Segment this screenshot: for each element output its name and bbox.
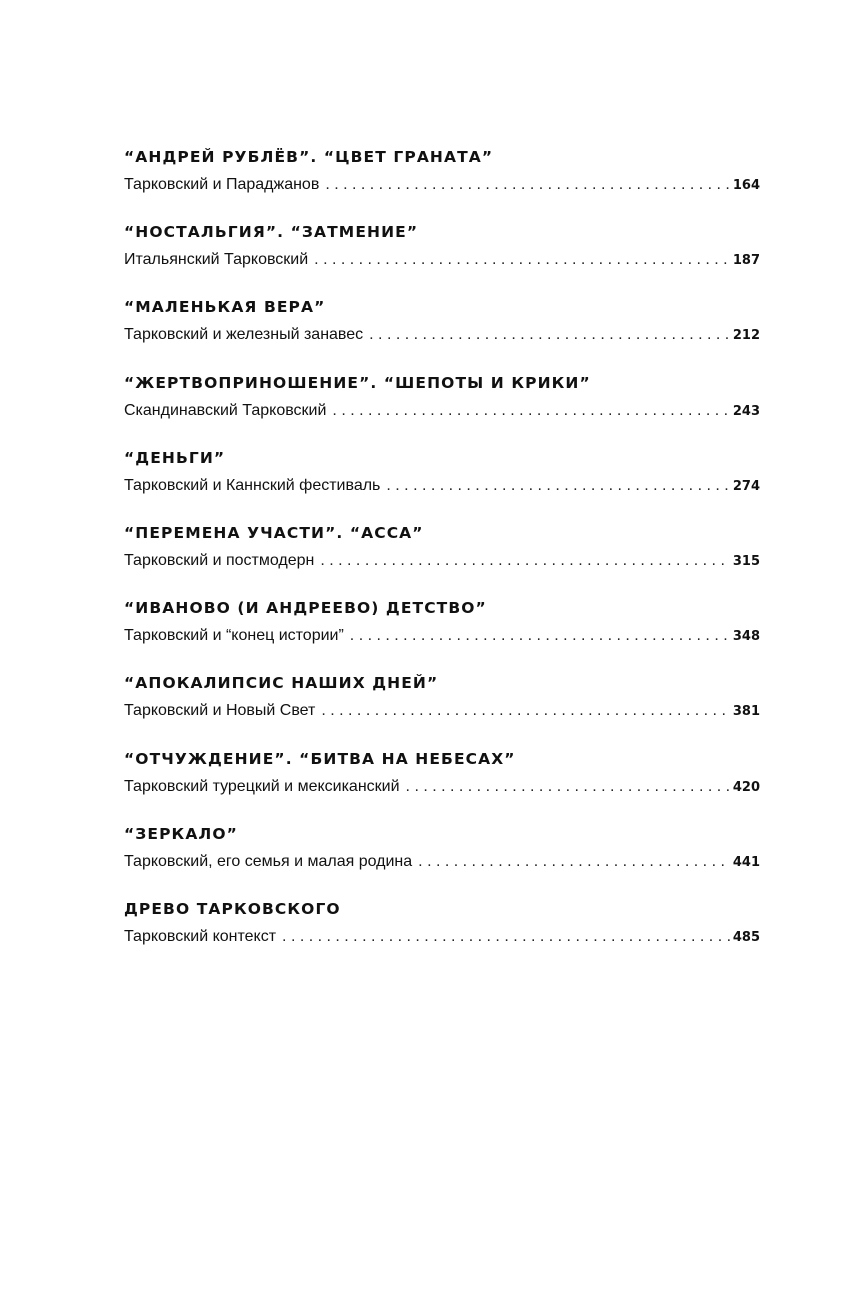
- toc-entry-line: [124, 473, 760, 499]
- toc-entry-subtitle: Тарковский, его семья и малая родина: [124, 852, 413, 870]
- toc-page-number: 381: [732, 704, 760, 720]
- toc-entry[interactable]: [124, 297, 760, 372]
- dot-leader: [332, 398, 729, 424]
- toc-entry-subtitle: Тарковский и “конец истории”: [124, 627, 344, 645]
- toc-entry-line: [124, 774, 760, 800]
- toc-page-number: 348: [732, 629, 760, 645]
- toc-entry-subtitle: Тарковский и Каннский фестиваль: [124, 476, 381, 494]
- toc-entry-title: “ИВАНОВО (И АНДРЕЕВО) ДЕТСТВО”: [124, 599, 487, 618]
- toc-entry-title: “ПЕРЕМЕНА УЧАСТИ”. “АССА”: [124, 523, 424, 542]
- toc-entry[interactable]: [124, 147, 760, 222]
- toc-page-number: 420: [732, 779, 760, 795]
- dot-leader: [314, 247, 730, 273]
- dot-leader: [320, 548, 730, 574]
- toc-entry[interactable]: [124, 824, 760, 899]
- toc-entry-line: [124, 548, 760, 574]
- dot-leader: [386, 473, 729, 499]
- toc-entry-subtitle: Тарковский и Новый Свет: [124, 702, 316, 720]
- toc-entry-line: [124, 698, 760, 724]
- toc-entry-title: “ОТЧУЖДЕНИЕ”. “БИТВА НА НЕБЕСАХ”: [124, 749, 516, 768]
- toc-entry-subtitle: Тарковский и постмодерн: [124, 551, 315, 569]
- toc-page-number: 441: [732, 854, 760, 870]
- toc-entry-line: [124, 398, 760, 424]
- toc-entry-title: “НОСТАЛЬГИЯ”. “ЗАТМЕНИЕ”: [124, 223, 419, 242]
- toc-page-number: 315: [732, 553, 760, 569]
- toc-entry-title: “АПОКАЛИПСИС НАШИХ ДНЕЙ”: [124, 674, 439, 693]
- toc-page-number: 243: [732, 403, 760, 419]
- dot-leader: [321, 698, 730, 724]
- toc-entry[interactable]: [124, 523, 760, 598]
- toc-page-number: 485: [732, 929, 760, 945]
- toc-entry[interactable]: [124, 373, 760, 448]
- dot-leader: [282, 924, 730, 950]
- toc-entry-subtitle: Тарковский турецкий и мексиканский: [124, 777, 400, 795]
- toc-page-number: 212: [732, 328, 760, 344]
- dot-leader: [418, 849, 730, 875]
- toc-page-number: 187: [732, 253, 760, 269]
- toc-entry-line: [124, 924, 760, 950]
- dot-leader: [406, 774, 730, 800]
- dot-leader: [369, 322, 730, 348]
- toc-entry-title: “ЖЕРТВОПРИНОШЕНИЕ”. “ШЕПОТЫ И КРИКИ”: [124, 373, 591, 392]
- toc-entry-line: [124, 247, 760, 273]
- dot-leader: [325, 172, 730, 198]
- toc-entry-subtitle: Скандинавский Тарковский: [124, 401, 327, 419]
- toc-entry-title: ДРЕВО ТАРКОВСКОГО: [124, 899, 341, 918]
- toc-entry[interactable]: [124, 448, 760, 523]
- toc-entry-line: [124, 623, 760, 649]
- toc-entry-line: [124, 322, 760, 348]
- toc-entry-title: “ДЕНЬГИ”: [124, 448, 226, 467]
- toc-entry-title: “АНДРЕЙ РУБЛЁВ”. “ЦВЕТ ГРАНАТА”: [124, 148, 494, 166]
- toc-entry-line: [124, 172, 760, 198]
- toc-entry-subtitle: Итальянский Тарковский: [124, 251, 309, 269]
- toc-entry[interactable]: [124, 749, 760, 824]
- toc-entry-title: “МАЛЕНЬКАЯ ВЕРА”: [124, 298, 326, 317]
- toc-entry-subtitle: Тарковский и Параджанов: [124, 176, 320, 193]
- toc-entry[interactable]: [124, 899, 760, 974]
- table-of-contents: [124, 147, 760, 974]
- toc-entry-subtitle: Тарковский и железный занавес: [124, 326, 364, 344]
- toc-entry[interactable]: [124, 222, 760, 297]
- toc-entry-line: [124, 849, 760, 875]
- toc-entry-subtitle: Тарковский контекст: [124, 927, 277, 945]
- toc-page-number: 274: [732, 478, 760, 494]
- dot-leader: [350, 623, 730, 649]
- toc-page-number: 164: [732, 178, 760, 193]
- toc-entry-title: “ЗЕРКАЛО”: [124, 824, 238, 843]
- toc-entry[interactable]: [124, 673, 760, 748]
- toc-entry[interactable]: [124, 598, 760, 673]
